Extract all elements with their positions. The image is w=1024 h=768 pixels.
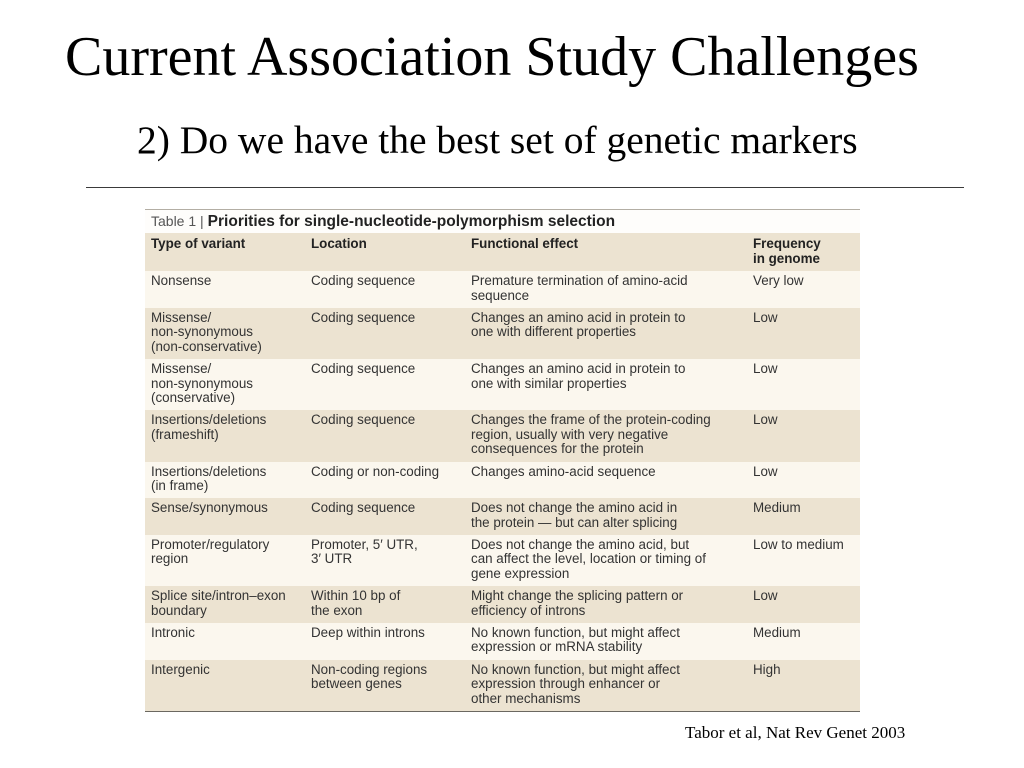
cell-effect: Changes the frame of the protein-coding region, usually with very negative consequences for the protein — [465, 410, 747, 461]
cell-type: Promoter/regulatory region — [145, 535, 305, 586]
table-row — [145, 462, 860, 499]
table-row — [145, 410, 860, 461]
cell-effect: Might change the splicing pattern or efficiency of introns — [465, 586, 747, 623]
cell-type: Sense/synonymous — [145, 498, 305, 535]
cell-effect: Changes amino-acid sequence — [465, 462, 747, 499]
cell-frequency: Low — [747, 462, 860, 499]
cell-effect: Does not change the amino acid, but can affect the level, location or timing of gene expression — [465, 535, 747, 586]
cell-location: Coding sequence — [305, 308, 465, 359]
cell-type: Insertions/deletions (frameshift) — [145, 410, 305, 461]
cell-frequency: Very low — [747, 271, 860, 308]
table-row — [145, 586, 860, 623]
table-row — [145, 535, 860, 586]
column-header-location: Location — [305, 233, 465, 271]
cell-type: Missense/ non-synonymous (non-conservative) — [145, 308, 305, 359]
cell-location: Coding sequence — [305, 410, 465, 461]
citation: Tabor et al, Nat Rev Genet 2003 — [685, 723, 906, 742]
cell-effect: No known function, but might affect expression or mRNA stability — [465, 623, 747, 660]
cell-frequency: High — [747, 660, 860, 711]
cell-location: Non-coding regions between genes — [305, 660, 465, 711]
cell-frequency: Medium — [747, 623, 860, 660]
column-header-type: Type of variant — [145, 233, 305, 271]
cell-effect: Premature termination of amino-acid sequence — [465, 271, 747, 308]
cell-effect: Does not change the amino acid in the protein — but can alter splicing — [465, 498, 747, 535]
table-row — [145, 498, 860, 535]
title-divider — [86, 187, 964, 188]
cell-type: Missense/ non-synonymous (conservative) — [145, 359, 305, 410]
cell-effect: Changes an amino acid in protein to one with similar properties — [465, 359, 747, 410]
cell-frequency: Low — [747, 410, 860, 461]
slide-subtitle: 2) Do we have the best set of genetic markers — [137, 118, 858, 162]
cell-location: Promoter, 5′ UTR, 3′ UTR — [305, 535, 465, 586]
table-caption-title: Priorities for single-nucleotide-polymorphism selection — [207, 213, 616, 230]
cell-frequency: Medium — [747, 498, 860, 535]
cell-type: Nonsense — [145, 271, 305, 308]
cell-type: Intergenic — [145, 660, 305, 711]
table-body — [145, 271, 860, 711]
slide-title: Current Association Study Challenges — [65, 26, 919, 88]
table-row — [145, 359, 860, 410]
snp-priorities-table — [145, 209, 860, 712]
cell-type: Insertions/deletions (in frame) — [145, 462, 305, 499]
cell-frequency: Low — [747, 359, 860, 410]
cell-location: Coding sequence — [305, 498, 465, 535]
cell-location: Coding or non-coding — [305, 462, 465, 499]
table-row — [145, 623, 860, 660]
cell-location: Deep within introns — [305, 623, 465, 660]
cell-location: Within 10 bp of the exon — [305, 586, 465, 623]
table-row — [145, 660, 860, 711]
table-row — [145, 308, 860, 359]
table-row — [145, 271, 860, 308]
column-header-frequency: Frequency in genome — [747, 233, 860, 271]
cell-type: Intronic — [145, 623, 305, 660]
cell-location: Coding sequence — [305, 359, 465, 410]
table-header-row — [145, 233, 860, 271]
cell-effect: Changes an amino acid in protein to one with different properties — [465, 308, 747, 359]
table-head — [145, 233, 860, 271]
cell-frequency: Low to medium — [747, 535, 860, 586]
cell-frequency: Low — [747, 586, 860, 623]
cell-type: Splice site/intron–exon boundary — [145, 586, 305, 623]
cell-effect: No known function, but might affect expression through enhancer or other mechanisms — [465, 660, 747, 711]
table-number-label: Table 1 | — [151, 213, 204, 229]
cell-location: Coding sequence — [305, 271, 465, 308]
cell-frequency: Low — [747, 308, 860, 359]
column-header-effect: Functional effect — [465, 233, 747, 271]
table-grid — [145, 233, 860, 711]
table-caption — [145, 210, 860, 233]
